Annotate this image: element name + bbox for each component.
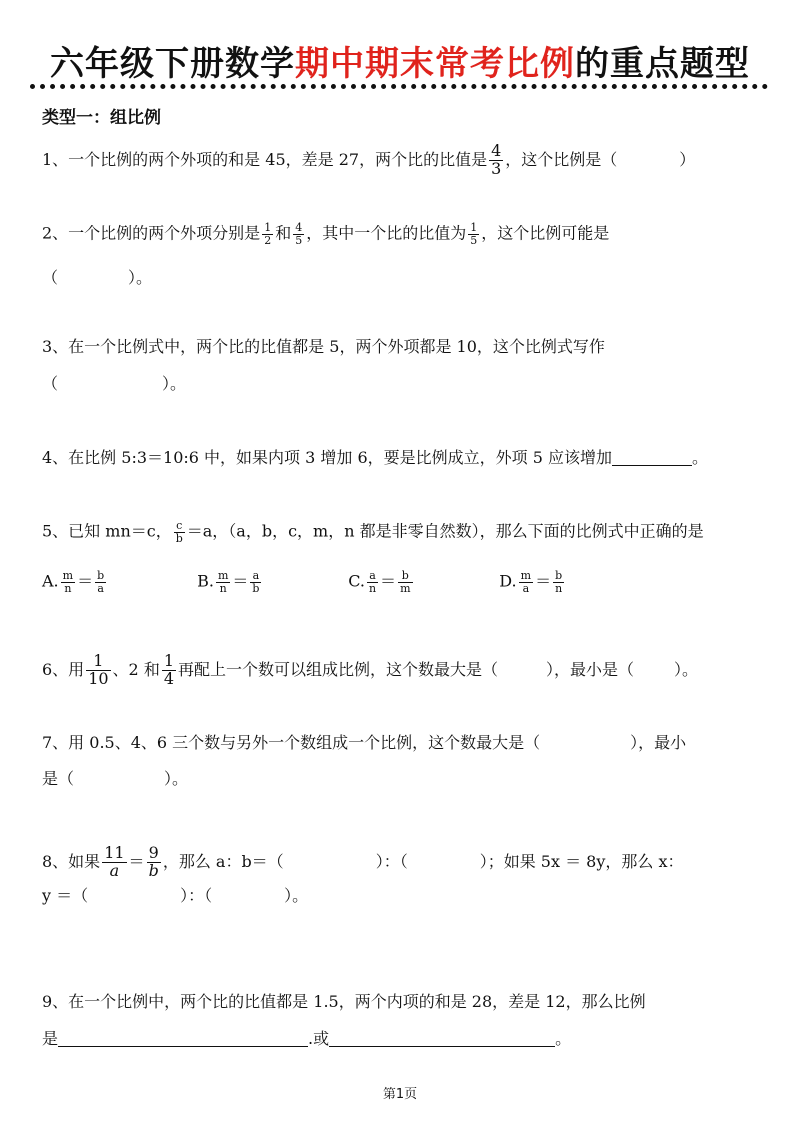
question-8-line2: y ＝（ ）：（ ）。 <box>42 886 309 905</box>
title-highlight: 期中期末常考比例 <box>295 44 575 84</box>
fraction: $\frac{1}{4}$ <box>163 651 175 688</box>
question-8: 8、如果 $\frac{11}{a}$ ＝ $\frac{9}{b}$ ，那么 a：b＝（ ）：（ ）；如果 5x ＝ 8y，那么 x： <box>42 843 684 880</box>
question-2: 2、一个比例的两个外项分别是 $\frac{1}{2}$ 和 $\frac{4}{5}$ ，其中一个比的比值为 $\frac{1}{5}$ ，这个比例可能是 <box>42 221 610 247</box>
question-2-line2: （ ）。 <box>42 268 153 287</box>
answer-blank[interactable] <box>58 1030 308 1047</box>
question-1: 1、一个比例的两个外项的和是 45，差是 27，两个比的比值是 $\frac{4}{3}$ ，这个比例是（ ） <box>42 141 696 178</box>
fraction: $\frac{1}{2}$ <box>264 221 272 247</box>
question-9-line2: 是 .或 。 <box>42 1029 572 1048</box>
option-c[interactable]: C. $\frac{a}{n}$ ＝ $\frac{b}{m}$ <box>348 569 411 595</box>
question-5: 5、已知 mn＝c， $\frac{c}{b}$ ＝a，（a，b，c，m，n 都是非零自然数），那么下面的比例式中正确的是 <box>42 519 704 545</box>
fraction: $\frac{11}{a}$ <box>104 843 125 880</box>
question-6: 6、用 $\frac{1}{10}$ 、2 和 $\frac{1}{4}$ 再配上一个数可以组成比例，这个数最大是（ ），最小是（ ）。 <box>42 651 699 688</box>
fraction: $\frac{c}{b}$ <box>175 519 183 545</box>
fraction: $\frac{1}{10}$ <box>88 651 109 688</box>
page-number: 第1页 <box>382 1087 418 1102</box>
question-3: 3、在一个比例式中，两个比的比值都是 5，两个外项都是 10，这个比例式写作 <box>42 337 605 356</box>
option-b[interactable]: B. $\frac{m}{n}$ ＝ $\frac{a}{b}$ <box>197 569 260 595</box>
option-a[interactable]: A. $\frac{m}{n}$ ＝ $\frac{b}{a}$ <box>42 569 105 595</box>
question-7: 7、用 0.5、4、6 三个数与另外一个数组成一个比例，这个数最大是（ ），最小 <box>42 733 687 752</box>
option-d[interactable]: D. $\frac{m}{a}$ ＝ $\frac{b}{n}$ <box>499 569 563 595</box>
fraction: $\frac{9}{b}$ <box>148 843 159 880</box>
answer-blank[interactable] <box>329 1030 555 1047</box>
answer-blank[interactable] <box>612 449 692 466</box>
dotted-divider <box>30 84 768 89</box>
section-heading: 类型一：组比例 <box>42 108 161 128</box>
fraction: $\frac{4}{3}$ <box>491 141 502 178</box>
question-5-options <box>42 570 566 594</box>
fraction: $\frac{1}{5}$ <box>470 221 478 247</box>
question-4: 4、在比例 5:3＝10:6 中，如果内项 3 增加 6，要是比例成立，外项 5 应该增加 。 <box>42 448 709 467</box>
fraction: $\frac{4}{5}$ <box>295 221 303 247</box>
question-9: 9、在一个比例中，两个比的比值都是 1.5，两个内项的和是 28，差是 12，那么比例 <box>42 992 646 1011</box>
question-3-line2: （ ）。 <box>42 374 187 393</box>
page-title: 六年级下册数学期中期末常考比例的重点题型 <box>50 44 750 84</box>
question-7-line2: 是（ ）。 <box>42 769 189 788</box>
